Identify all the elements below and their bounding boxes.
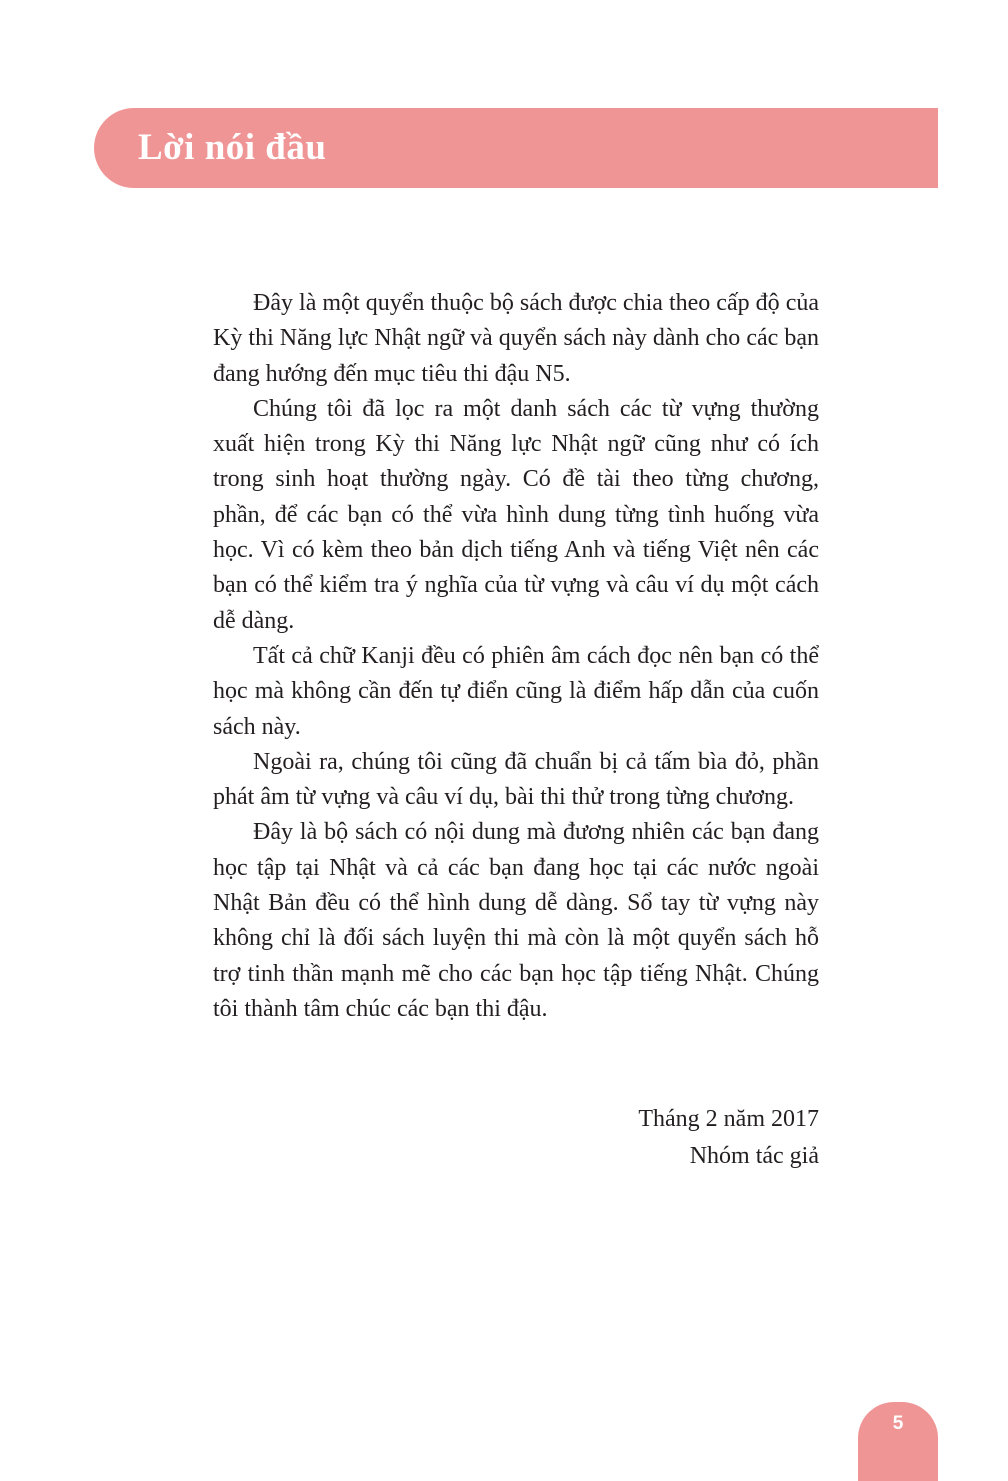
- title-banner: [94, 108, 938, 188]
- signature-date: Tháng 2 năm 2017: [638, 1106, 819, 1132]
- preface-body: [213, 286, 819, 1027]
- paragraph-2: Chúng tôi đã lọc ra một danh sách các từ vựng thường xuất hiện trong Kỳ thi Năng lực Nhật ngữ cũng như có ích trong sinh hoạt thường ngày. Có đề tài theo từng chương, phần, để các bạn có thể vừa hình dung từng tình huống vừa học. Vì có kèm theo bản dịch tiếng Anh và tiếng Việt nên các bạn có thể kiểm tra ý nghĩa của từ vựng và câu ví dụ một cách dễ dàng.: [213, 395, 819, 634]
- page-title: Lời nói đầu: [138, 127, 327, 168]
- signature-block: [213, 1101, 819, 1175]
- paragraph-4: Ngoài ra, chúng tôi cũng đã chuẩn bị cả tấm bìa đỏ, phần phát âm từ vựng và câu ví dụ, bài thi thử trong từng chương.: [213, 748, 819, 811]
- paragraph-1: Đây là một quyển thuộc bộ sách được chia theo cấp độ của Kỳ thi Năng lực Nhật ngữ và quyển sách này dành cho các bạn đang hướng đến mục tiêu thi đậu N5.: [213, 290, 819, 387]
- page-number: 5: [892, 1413, 904, 1434]
- page-number-tab: [858, 1402, 938, 1481]
- signature-author: Nhóm tác giả: [689, 1143, 819, 1169]
- paragraph-5: Đây là bộ sách có nội dung mà đương nhiên các bạn đang học tập tại Nhật và cả các bạn đang học tại các nước ngoài Nhật Bản đều có thể hình dung dễ dàng. Sổ tay từ vựng này không chỉ là đối sách luyện thi mà còn là một quyển sách hỗ trợ tinh thần mạnh mẽ cho các bạn học tập tiếng Nhật. Chúng tôi thành tâm chúc các bạn thi đậu.: [213, 819, 819, 1022]
- paragraph-3: Tất cả chữ Kanji đều có phiên âm cách đọc nên bạn có thể học mà không cần đến tự điển cũng là điểm hấp dẫn của cuốn sách này.: [213, 642, 819, 740]
